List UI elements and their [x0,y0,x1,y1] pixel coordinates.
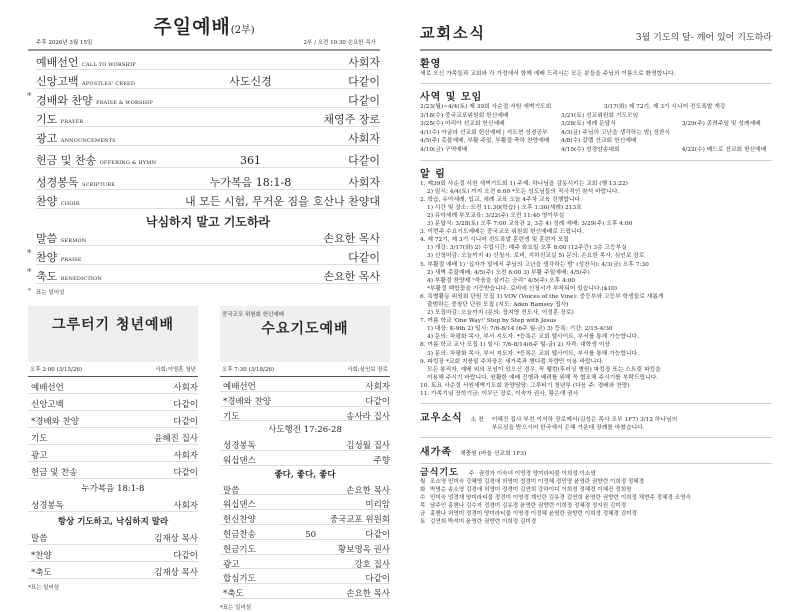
order-item-leader: 김재상 목사 [154,534,198,544]
order-item-leader: 호산나 찬양대 [312,195,380,208]
notice-line: 1) 시간 및 장소: 오전 11:30(학습) | 오후 1:30(세례) 213호 [427,204,582,211]
order-of-worship [28,51,380,296]
event-item [682,137,772,146]
fasting-row [420,518,772,526]
fasting-header-row [420,469,772,478]
order-row [36,70,380,89]
order-item-name: 성경봉독 [223,441,256,452]
fasting-day: 목 [420,503,426,510]
order-item-leader: 다같이 [348,251,380,264]
sunday-service [28,12,380,296]
event-item: 3/25(수) 마리아 선교회 헌신예배 [420,121,505,128]
order-item-korean: 성경봉독 [36,176,79,189]
order-row [36,190,380,209]
order-row [220,436,390,451]
notice-line: 10. 토요 사순절 서원새벽기도회 찬양담당: 그루터기 청년부 (다음 주: 경배와 찬양) [420,382,630,389]
sermon-title: 항상 기도하고, 낙심하지 말라 [57,517,169,527]
events-heading: 사역 및 모임 [420,92,483,103]
event-item: 4/10(금) 구역예배 [420,146,468,153]
order-item-leader: 다같이 [348,154,380,167]
order-item-name: 합심기도 [223,574,256,585]
order-item-leader: 사회자 [365,382,390,392]
order-item-leader: 사회자 [173,383,198,393]
order-item-name [36,230,181,246]
order-item-korean: 경배와 찬양 [36,94,93,107]
fasting-row [420,478,772,486]
order-item-leader: 손요한 목사 [346,485,390,496]
order-item-leader: 김성월 집사 [346,441,390,452]
order-item-leader: 사회자 [348,56,380,69]
order-item-leader: 미리암 [365,500,390,511]
notice-line: 7. 여름 학교 'One Way!' Step by Step with Jesus [420,318,557,325]
order-item-korean: 축도 [36,270,58,283]
order-item-detail: 사도신경 [229,75,272,88]
event-item: 3/18(수) 중국교포위원회 헌신예배 [420,112,509,119]
order-row [220,555,390,570]
order-item-leader: 사회자 [348,176,380,189]
order-item-korean: 말씀 [36,232,58,245]
sunday-meta [28,38,380,51]
order-row [36,51,380,70]
events-row: 2/23(월)~4/4(토) 제 39회 사순절 서원 새벽기도회 3/17(화) 제 72기, 제 3기 시니어 전도폭발 개강 [420,104,726,110]
new-family-text: 채충원 (바울 선교회 1F3) [459,451,527,458]
notice-line: 5. 부활절 예배 1) '십자가 밑에서 주님의 고난을 생각하는 밤' (성찬식): 4/3(금) 오후 7:30 [420,261,649,268]
fasting-row [420,486,772,494]
welcome-text: 새로 오신 가족들과 교회와 각 가정에서 함께 예배 드리시는 모든 분들을 주님의 이름으로 환영합니다. [420,71,676,77]
order-row [220,481,390,496]
order-item-english: ANNOUNCEMENTS [60,138,116,144]
order-item-english: APOSTLES' CREED [82,81,136,87]
order-item-name: 헌금 및 찬송 [31,468,78,478]
notices-heading: 알 림 [420,168,446,180]
wednesday-title: 수요기도예배 [261,321,349,337]
condolence-heading: 교우소식 [420,413,463,425]
order-row [36,246,380,265]
order-item-leader: 손요한 목사 [323,270,380,283]
notice-line: 3) 문답식: 3/28(토) 오후 7:00 교육관 2, 3층 4) 성례 예배: 3/29(주) 오후 4:00 [427,221,633,228]
new-family-heading: 새가족 [420,447,452,459]
fasting-names: 홍헨나 허영미 정경미 양미라티불 이영경 이정혜 윤영란 권향련 이희정 정혜경 김미경 [430,511,637,518]
news-subtitle: 3월 기도의 달- 깨어 있어 기도하라 [635,33,772,43]
order-item-leader: 주향 [373,455,390,466]
news-header [420,22,772,51]
fasting-names: 김연희 박석미 윤영란 권향련 이희정 김미경 [430,519,537,526]
order-row [28,562,198,579]
order-row [220,407,390,422]
order-item-name [36,92,181,108]
fasting-day: 주 [468,471,475,478]
youth-header [28,306,198,362]
order-item-korean: 기도 [36,113,58,126]
order-item-leader: 중국교포 위원회 [329,515,390,526]
order-item-leader: 송사라 집사 [346,411,390,422]
order-item-leader: 채영주 장로 [323,113,380,126]
notices-section [420,161,772,405]
order-row [28,394,198,411]
order-row [28,445,198,462]
new-family-section [420,438,772,464]
order-item-korean: 신앙고백 [36,75,79,88]
wednesday-service [220,306,390,611]
order-item-english: SERMON [60,238,87,244]
order-item-name: 말씀 [223,485,240,496]
order-item-leader: 다같이 [365,529,390,540]
notice-line: 모든 봉직자, 예배 외의 모임이 있으신 경우, 꼭 웰컴(후러싱 병원) 파킹장 또는 스트릿 파킹을 [427,366,661,373]
standing-note: *표는 일어섬 [220,604,252,611]
order-item-name: *경배와 찬양 [223,396,272,407]
order-item-leader: 강호 집사 [354,559,390,570]
order-row [220,495,390,510]
order-item-name: 광고 [31,451,48,461]
service-date: 주후 2026년 3월 15일 [36,40,93,46]
order-item-name: 기도 [223,411,240,422]
order-row [220,392,390,407]
scripture-reference: 누가복음 18:1-8 [81,484,145,494]
order-item-leader: 다같이 [365,574,390,585]
order-item-korean: 찬양 [36,251,58,264]
order-item-leader: 다같이 [348,94,380,107]
order-item-name: 헌금찬송 [223,529,256,540]
events-grid [420,112,772,155]
order-item-leader: 손요한 목사 [346,589,390,600]
event-item: 3/21(토) 선교위원회 기도모임 [561,112,639,119]
order-item-name: 예배선언 [223,382,256,392]
order-item-name [36,130,181,146]
order-row [36,127,380,146]
order-item-leader: 다같이 [348,75,380,88]
fasting-day: 월 [420,479,426,486]
order-item-detail: 누가복음 18:1-8 [209,176,292,189]
youth-meta: 오후 2:00 (3/15/26) 사회:이영훈 청년 [28,362,198,377]
service-time: 2부 / 오전 10:30 손요한 목사 [303,40,376,46]
event-item: 4/5(주) 촛불예배, 부활 주일, 부활절 축하 찬양예배 [420,138,550,145]
fasting-names: 권정자 이숙녀 이영경 양미라티불 이희정 이소영 [478,471,596,478]
notice-line: 4. 제 72기, 제 3기 시니어 전도폭발 훈련생 및 훈련자 모집 [420,237,569,244]
notice-line: 2) 유아세례 부모교육: 3/22(주) 오전 11:40 영아부실 [427,212,565,219]
event-item: 4/1(수) 아굴라 선교회 헌신예배 | 지도현 성경공부 [420,129,548,136]
order-item-name [36,73,181,89]
welcome-section [420,51,772,84]
notice-line: 11. 가족기념 장학기금: 이무근 장로, 이숙자 권사, 황은애 권사 [420,391,579,397]
order-item-leader: 다같이 [365,396,390,407]
fasting-section [420,464,772,526]
fasting-row [420,494,772,502]
order-item-korean: 광고 [36,132,58,145]
order-item-english: CALL TO WORSHIP [82,62,136,68]
notice-line: 4) 문의: 차평화 목사, 부서 지도자. *등록은 교회 웹사이트, 부서를 통해 가능합니다. [427,334,640,341]
order-item-name [36,193,181,209]
condolence-section: 교우소식 소 천 이혜진 집사 부친 이석하 장로께서(김성은 목사 조부 1F7) 3/12 하나님의 부르심을 받으시어 한국에서 은혜 가운데 장례를 마쳤습니다. [420,404,772,438]
welcome-heading: 환영 [420,59,442,70]
order-item-name [36,111,181,127]
youth-title: 그루터기 청년예배 [51,317,175,333]
event-item: 3/28(토) 세례 문답식 [561,121,616,128]
fasting-day: 수 [420,495,426,502]
notice-line: 3) 문의: 차평화 목사, 부서 지도자. *등록은 교회 웹사이트, 부서를 통해 가능합니다. [427,350,640,357]
event-item: 4/15(수) 성경암송대회 [561,146,620,153]
wednesday-header [220,306,390,362]
order-item-name: 성경봉독 [31,501,64,511]
order-item-name: *축도 [31,568,52,578]
notice-line: 1) 대상: K-9th 2) 일시: 7/6-8/14 (6주 월-금) 3) 등록: 기간: 2/15-4/30 [427,326,613,333]
notice-line: 2) 일시: 4/4(토) 까지 오전 6:00 *모든 성도님들의 적극적인 참석 바랍니다. [427,188,620,195]
order-item-detail: 361 [240,154,261,167]
fasting-row [420,510,772,518]
order-row [36,89,380,108]
notice-line: 4) 부활절 찬양제 "죽음을 삼키는 승리" 4/5(주) 오후 4:00 [427,277,576,284]
order-item-name: *경배와 찬양 [31,417,80,427]
fasting-day: 토 [420,519,426,526]
order-item-name: 말씀 [31,534,48,544]
fasting-day: 금 [420,511,426,518]
order-row [28,428,198,445]
fasting-heading: 금식기도 [420,468,459,479]
order-item-leader: 황보명옥 권사 [338,544,390,555]
fasting-list [420,469,772,526]
order-item-name: *축도 [223,589,244,600]
sermon-title: 낙심하지 말고 기도하라 [145,215,271,229]
order-row [28,528,198,545]
order-item-english: OFFERING & HYMN [99,160,157,166]
order-item-detail: 내 모든 시험, 무거운 짐을 [184,195,309,208]
notice-line: 출범하는 중창단 단원 모집 (지도: Aden Ramsey 집사) [427,301,569,308]
notices-list [420,180,772,399]
event-item [682,129,772,138]
order-item-leader: 다같이 [173,551,198,561]
order-row [220,377,390,392]
fasting-row [420,502,772,510]
order-item-leader: 다같이 [173,468,198,478]
event-item [682,112,772,121]
order-row [220,451,390,466]
sermon-title: 좋다, 좋다, 좋다 [274,469,336,480]
order-item-name: 예배선언 [31,383,64,393]
youth-service [28,306,198,591]
order-item-name: 헌신찬양 [223,515,256,526]
notice-line: 1. 제39회 사순절 서원 새벽기도회 1) 주제: 하나님을 감동시키는 교회 (행 13:22) [420,180,628,187]
notice-line: 2) 모집마감: 오늘까지 (문의: 장지영 전도사, 이정훈 장로) [427,310,574,317]
order-row [28,495,198,512]
order-item-leader: 윤혜진 집사 [154,434,198,444]
order-item-leader: 다같이 [173,417,198,427]
notice-line: 3. 이번주 수요기도예배는 중국교포 위원회 헌신예배로 드립니다. [420,229,585,236]
order-item-english: PRAISE & WORSHIP [96,100,153,106]
order-item-leader: 사회자 [173,451,198,461]
notice-line: 8. 여름 학교 교사 모집 1) 일시: 7/6-8/14(6주 월-금) 2) 자격: 대학생 이상 [420,342,610,349]
wednesday-order [220,377,390,611]
standing-note: *표는 일어섬 [28,585,60,591]
order-item-leader: 김재상 목사 [154,568,198,578]
order-row [28,545,198,562]
fasting-names: 민미숙 엄경재 양미라티불 정경미 이영경 계인란 김유경 김연희 윤영란 권향련 이희정 채현주 정혜경 조영숙 [430,495,691,502]
order-item-english: BENEDICTION [60,276,102,282]
scripture-reference: 사도행전 17:26-28 [268,425,342,436]
notice-line: 3) 신청마감: 오늘까지 4) 신청서: 로비, 지하친교실 5) 문의: 손요한 목사, 심인보 장로 [427,253,645,260]
order-item-name [36,152,181,168]
event-item: 4/3(금) 주님의 고난을 생각하는 밤| 성찬식 [561,129,671,136]
order-item-name: 워십댄스 [223,500,256,511]
condolence-label: 소 천 [470,417,484,424]
order-item-name [36,54,181,70]
order-item-name [36,249,181,265]
notice-line: 이용해 주시기 바랍니다. 원활한 예배 진행과 배려를 위해 꼭 협조해 주시기를 부탁드립니다. [427,374,659,381]
order-row [220,525,390,540]
order-row [220,540,390,555]
order-item-name: *찬양 [31,551,52,561]
standing-note: * 표는 일어섬 [36,284,380,296]
fasting-day: 화 [420,487,426,494]
order-item-leader: 손요한 목사 [323,232,380,245]
event-item: 3/29(주) 종려주일 및 성례예배 [681,121,761,128]
order-item-korean: 예배선언 [36,56,79,69]
order-item-name [36,268,181,284]
order-row [36,265,380,284]
order-item-name [36,174,181,190]
church-news [420,22,772,526]
order-item-korean: 헌금 및 찬송 [36,154,97,167]
order-item-english: SCRIPTURE [82,182,116,188]
notice-line: 6. 특별활동 위원회 단원 모집 1) VOV (Voices of the Vine): 중등부와 고등부 학생들로 새롭게 [420,293,664,300]
order-row [220,584,390,599]
order-item-name: 광고 [223,559,240,570]
event-item: 4/22(수) 베드로 선교회 헌신예배 [681,146,767,153]
notice-line: 9. 파킹장 *교회 지붕밑 주차장은 새가족과 핸디캡 차량만 이용 바랍니다. [420,358,604,365]
order-item-leader: 다같이 [173,400,198,410]
order-item-name: 헌금기도 [223,544,256,555]
order-item-leader: 사회자 [348,132,380,145]
order-row [220,510,390,525]
order-row [28,411,198,428]
order-item-name: 기도 [31,434,48,444]
order-row [36,227,380,246]
fasting-names: 조소영 민미숙 강혜영 김경애 허영미 정경미 이정혜 정민영 윤영란 권향련 이희정 정혜경 [430,479,645,486]
order-item-english: CHOIR [60,201,80,207]
order-row [220,569,390,584]
order-item-detail: 50 [305,529,317,540]
order-row [36,146,380,168]
notice-line: 2) 새벽 촛불예배: 4/5(주) 오전 6:00 3) 부활 주일예배: 4/5(주) [427,269,590,276]
order-item-name: 신앙고백 [31,400,64,410]
order-row [36,168,380,190]
news-title: 교회소식 [420,24,486,42]
wednesday-meta: 오후 7:30 (3/18/26) 사회:심인보 장로 [220,362,390,377]
order-item-english: PRAYER [60,119,84,125]
events-section [420,84,772,161]
order-item-leader: 사회자 [173,501,198,511]
wednesday-pretitle: 중국교포 위원회 헌신예배 [222,312,284,318]
order-item-korean: 찬양 [36,195,58,208]
fasting-names: 박명순 송소영 김경애 허영미 정경미 김연희 강하이디 이희정 정혜경 이혜진 정희원 [430,487,632,494]
order-row [36,108,380,127]
notice-line: 2. 학습, 유아세례, 입교, 세례 교육 오늘 4주차 교육 진행합니다. [420,196,582,203]
sunday-title: 주일예배(2부) [153,16,255,38]
order-row [28,462,198,479]
youth-order [28,377,198,591]
event-item: 4/8(수) 갈렙 선교회 헌신예배 [561,138,637,145]
notice-line: 1) 개강: 3/17(화) 2) 수업시간: 매주 화요일 오후 8:00 (12주간) 3층 고등부실 [427,245,627,252]
order-item-name: 워십댄스 [223,455,256,466]
fasting-names: 남주인 홍헨나 김수자 정경미 김유경 윤영란 권향련 이희정 정혜경 정지원 김미경 [430,503,627,510]
notice-line: *부활절 백합꽃을 기증받습니다. 로비에 신청서가 부착되어 있습니다.($10) [427,285,618,292]
order-item-english: PRAISE [60,257,82,263]
order-row [28,377,198,394]
